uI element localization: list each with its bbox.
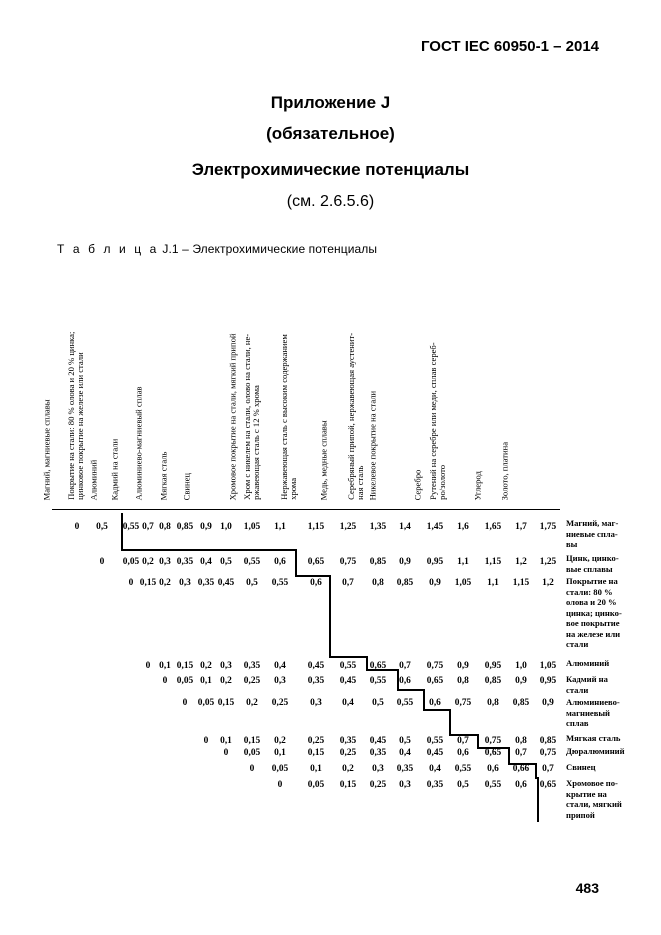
table-cell: 1,75 [539, 522, 557, 532]
row-label: Мягкая сталь [566, 733, 621, 743]
table-cell: 0,9 [399, 557, 411, 567]
table-cell: 0,35 [176, 557, 194, 567]
table-cell: 0,2 [200, 661, 212, 671]
table-cell: 0,25 [307, 736, 325, 746]
table-cell: 1,05 [539, 661, 557, 671]
table-cell: 0,15 [176, 661, 194, 671]
row-label: Алюминиево- магниевый сплав [566, 697, 620, 728]
table-cell: 0,7 [457, 736, 469, 746]
table-cell: 0,4 [200, 557, 212, 567]
row-label: Покрытие на стали: 80 % олова и 20 % цинка; цинко- вое покрытие на железе или стали [566, 576, 622, 649]
table-cell: 0,85 [176, 522, 194, 532]
table-cell: 0,35 [197, 578, 215, 588]
row-label: Магний, маг- ниевые спла- вы [566, 518, 619, 549]
table-cell: 0,8 [515, 736, 527, 746]
table-cell: 0,3 [179, 578, 191, 588]
table-cell: 0,8 [487, 698, 499, 708]
table-cell: 0,5 [246, 578, 258, 588]
row-label: Кадмий на стали [566, 674, 608, 695]
table-cell: 0,65 [307, 557, 325, 567]
table-cell: 1,35 [369, 522, 387, 532]
standard-header: ГОСТ IEC 60950-1 – 2014 [420, 38, 599, 55]
table-cell: 0 [128, 578, 134, 588]
table-cell: 0,65 [369, 661, 387, 671]
table-cell: 0,2 [142, 557, 154, 567]
table-cell: 0,25 [243, 676, 261, 686]
table-cell: 0,5 [96, 522, 108, 532]
row-label: Дюралюминий [566, 746, 625, 756]
table-cell: 0,15 [217, 698, 235, 708]
table-cell: 0,25 [339, 748, 357, 758]
table-cell: 0,8 [457, 676, 469, 686]
table-cell: 0,4 [274, 661, 286, 671]
column-header-label: Серебряный припой, нержавеющая аустенит- ная сталь [346, 333, 366, 500]
column-header-label: Нержавеющая сталь с высоким содержанием хрома [279, 334, 299, 500]
table-cell: 0,4 [429, 764, 441, 774]
table-cell: 0,95 [484, 661, 502, 671]
table-cell: 0,7 [542, 764, 554, 774]
table-caption-text: J.1 – Электрохимические потенциалы [158, 242, 378, 256]
table-cell: 1,25 [339, 522, 357, 532]
appendix-status: (обязательное) [266, 124, 395, 143]
table-cell: 0,95 [426, 557, 444, 567]
column-header-label: Кадмий на стали [109, 438, 120, 500]
table-cell: 0,55 [122, 522, 140, 532]
table-cell: 0,55 [339, 661, 357, 671]
table-cell: 0,45 [307, 661, 325, 671]
table-cell: 0,55 [243, 557, 261, 567]
table-cell: 0,9 [457, 661, 469, 671]
table-cell: 0,85 [396, 578, 414, 588]
table-cell: 0,95 [539, 676, 557, 686]
table-cell: 0,05 [243, 748, 261, 758]
appendix-title: Приложение J [270, 93, 391, 112]
table-cell: 0,15 [307, 748, 325, 758]
table-caption-label: Т а б л и ц а [57, 242, 159, 256]
table-cell: 0 [249, 764, 255, 774]
table-cell: 1,1 [487, 578, 499, 588]
table-cell: 0 [223, 748, 229, 758]
table-cell: 0,3 [310, 698, 322, 708]
column-header-label: Хромовое покрытие на стали, мягкий припой [227, 333, 238, 500]
table-cell: 0,05 [307, 780, 325, 790]
table-cell: 0,45 [339, 676, 357, 686]
table-cell: 0,5 [372, 698, 384, 708]
table-cell: 0,9 [429, 578, 441, 588]
table-cell: 0,9 [515, 676, 527, 686]
column-header-label: Свинец [181, 472, 192, 500]
column-header-label: Хром с никелем на стали, олово на стали, не- ржавеющая сталь с 12 % хрома [242, 334, 262, 500]
table-cell: 0,65 [539, 780, 557, 790]
table-cell: 0,7 [399, 661, 411, 671]
table-cell: 0,3 [372, 764, 384, 774]
table-cell: 0,2 [159, 578, 171, 588]
column-header-label: Алюминий [88, 459, 99, 500]
table-cell: 0,5 [220, 557, 232, 567]
column-header-label: Покрытие на стали: 80 % олова и 20 % цинка; цинковое покрытие на железе или стали [66, 331, 86, 500]
table-cell: 0 [74, 522, 80, 532]
row-label: Свинец [566, 762, 596, 772]
staircase-line [122, 513, 538, 822]
table-cell: 1,15 [484, 557, 502, 567]
table-cell: 1,15 [307, 522, 325, 532]
table-cell: 0,75 [454, 698, 472, 708]
table-cell: 0,2 [220, 676, 232, 686]
table-cell: 0,55 [396, 698, 414, 708]
table-cell: 0,3 [399, 780, 411, 790]
table-cell: 0,66 [512, 764, 530, 774]
table-cell: 0,55 [484, 780, 502, 790]
table-cell: 1,2 [515, 557, 527, 567]
column-header-label: Алюминиево-магниевый сплав [133, 386, 144, 500]
table-cell: 0,6 [515, 780, 527, 790]
table-cell: 0,4 [342, 698, 354, 708]
table-cell: 0 [277, 780, 283, 790]
row-label: Алюминий [566, 658, 610, 668]
table-cell: 0,9 [200, 522, 212, 532]
row-label: Цинк, цинко- вые сплавы [566, 553, 619, 574]
table-cell: 0,75 [484, 736, 502, 746]
table-cell: 0,7 [342, 578, 354, 588]
section-reference: (см. 2.6.5.6) [286, 193, 375, 210]
table-cell: 0,35 [369, 748, 387, 758]
table-cell: 0,1 [310, 764, 322, 774]
table-cell: 0,35 [307, 676, 325, 686]
table-cell: 0 [145, 661, 151, 671]
table-cell: 0,55 [271, 578, 289, 588]
table-cell: 0,1 [274, 748, 286, 758]
table-cell: 0,85 [484, 676, 502, 686]
table-cell: 1,45 [426, 522, 444, 532]
table-cell: 0,15 [243, 736, 261, 746]
table-cell: 0,15 [339, 780, 357, 790]
table-cell: 0,6 [429, 698, 441, 708]
table-cell: 1,1 [457, 557, 469, 567]
page-number: 483 [575, 880, 599, 896]
table-cell: 0,6 [310, 578, 322, 588]
table-cell: 0,05 [176, 676, 194, 686]
table-cell: 0,75 [339, 557, 357, 567]
table-cell: 0,2 [274, 736, 286, 746]
table-cell: 0,45 [369, 736, 387, 746]
table-cell: 1,7 [515, 522, 527, 532]
table-cell: 0,35 [339, 736, 357, 746]
column-header-label: Никелевое покрытие на стали [367, 390, 378, 500]
table-cell: 0,4 [399, 748, 411, 758]
table-cell: 1,15 [512, 578, 530, 588]
table-cell: 0,6 [457, 748, 469, 758]
table-cell: 1,65 [484, 522, 502, 532]
table-cell: 0,85 [369, 557, 387, 567]
table-cell: 0,35 [243, 661, 261, 671]
column-header-label: Медь, медные сплавы [318, 419, 329, 500]
table-cell: 0,75 [539, 748, 557, 758]
table-cell: 0,55 [454, 764, 472, 774]
table-cell: 0,25 [369, 780, 387, 790]
table-cell: 0,5 [399, 736, 411, 746]
table-cell: 0 [162, 676, 168, 686]
table-cell: 0,1 [200, 676, 212, 686]
table-cell: 0,8 [159, 522, 171, 532]
table-cell: 1,05 [243, 522, 261, 532]
table-cell: 1,05 [454, 578, 472, 588]
column-header-label: Мягкая сталь [158, 451, 169, 500]
table-cell: 0,7 [515, 748, 527, 758]
column-header-label: Магний, магниевые сплавы [41, 399, 52, 500]
table-cell: 0,65 [426, 676, 444, 686]
table-cell: 0,35 [396, 764, 414, 774]
table-cell: 0,7 [142, 522, 154, 532]
table-cell: 0,6 [487, 764, 499, 774]
table-cell: 0,3 [220, 661, 232, 671]
table-cell: 0,9 [542, 698, 554, 708]
table-cell: 0 [182, 698, 188, 708]
table-cell: 0,3 [159, 557, 171, 567]
table-cell: 1,25 [539, 557, 557, 567]
table-cell: 0,25 [271, 698, 289, 708]
column-header-label: Углерод [472, 470, 483, 500]
column-header-label: Серебро [412, 469, 423, 500]
column-header-label: Золото, платина [499, 441, 510, 500]
table-cell: 0,6 [399, 676, 411, 686]
table-cell: 0,45 [217, 578, 235, 588]
table-cell: 1,0 [515, 661, 527, 671]
table-cell: 0,45 [426, 748, 444, 758]
table-cell: 0,65 [484, 748, 502, 758]
table-cell: 0,8 [372, 578, 384, 588]
table-cell: 1,0 [220, 522, 232, 532]
row-label: Хромовое по- крытие на стали, мягкий припой [566, 778, 622, 820]
table-cell: 0,05 [271, 764, 289, 774]
table-cell: 0,05 [122, 557, 140, 567]
table-cell: 0,6 [274, 557, 286, 567]
table-cell: 0,2 [246, 698, 258, 708]
table-cell: 1,4 [399, 522, 411, 532]
table-cell: 0,05 [197, 698, 215, 708]
table-cell: 0,1 [220, 736, 232, 746]
column-header-label: Рутений на серебре или меди, сплав сереб- ро/золото [428, 342, 448, 500]
table-cell: 0,3 [274, 676, 286, 686]
table-cell: 0,85 [512, 698, 530, 708]
table-cell: 1,1 [274, 522, 286, 532]
table-cell: 0,5 [457, 780, 469, 790]
table-cell: 0,2 [342, 764, 354, 774]
table-cell: 1,2 [542, 578, 554, 588]
table-cell: 0 [203, 736, 209, 746]
table-cell: 0 [99, 557, 105, 567]
table-cell: 0,55 [426, 736, 444, 746]
table-cell: 0,35 [426, 780, 444, 790]
table-cell: 0,75 [426, 661, 444, 671]
table-cell: 0,55 [369, 676, 387, 686]
page-title: Электрохимические потенциалы [191, 160, 470, 179]
table-cell: 1,6 [457, 522, 469, 532]
table-cell: 0,15 [139, 578, 157, 588]
table-cell: 0,85 [539, 736, 557, 746]
table-cell: 0,1 [159, 661, 171, 671]
